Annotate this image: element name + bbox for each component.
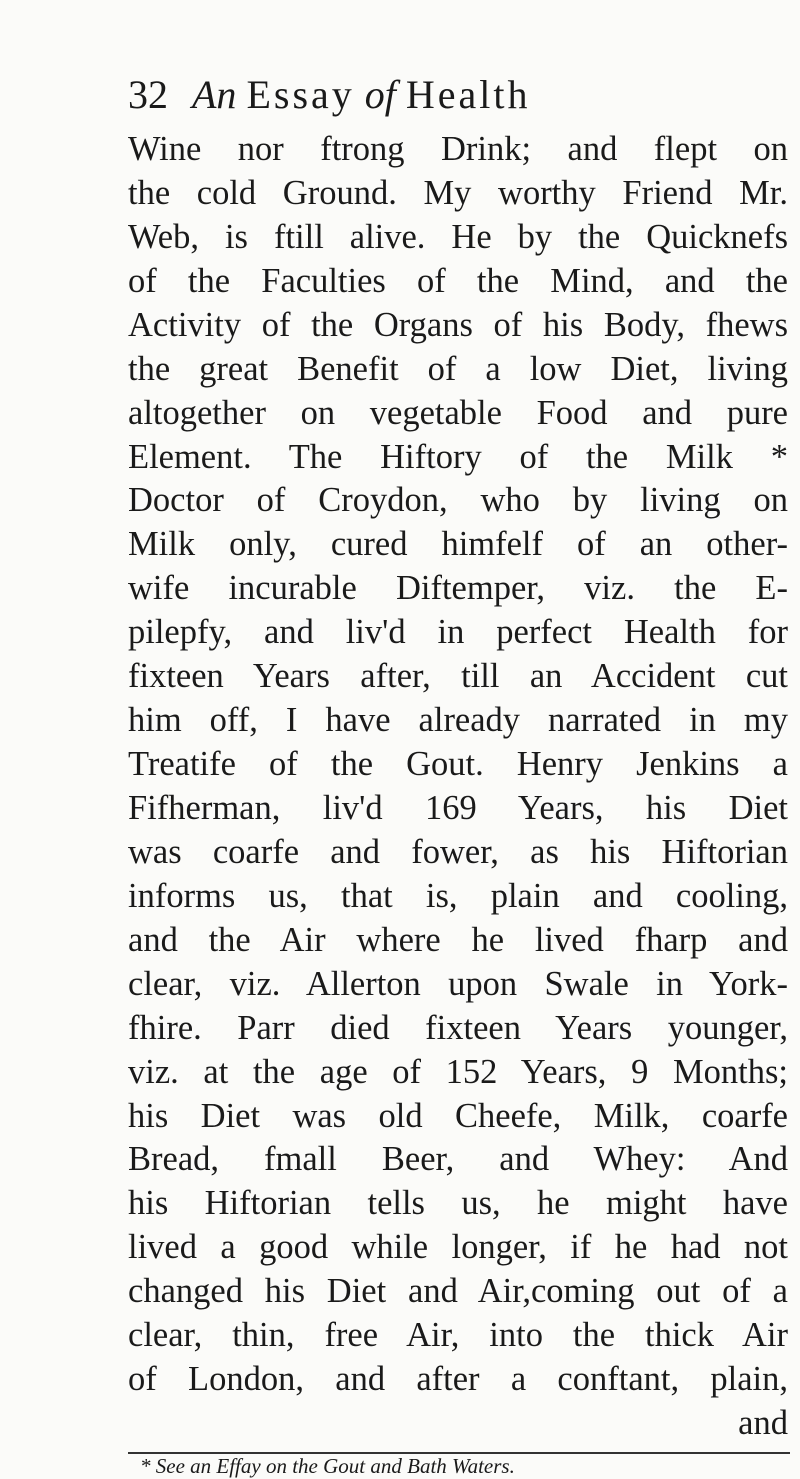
text-line: the great Benefit of a low Diet, living [128,349,788,388]
text-line: Milk only, cured himfelf of an other- [128,525,788,564]
text-line: fixteen Years after, till an Accident cut [128,657,788,696]
text-line: Element. The Hiftory of the Milk * [128,437,788,476]
text-line: was coarfe and fower, as his Hiftorian [128,832,788,871]
header-essay: Essay [246,72,355,117]
text-line: viz. at the age of 152 Years, 9 Months; [128,1052,788,1091]
text-line: fhire. Parr died fixteen Years younger, [128,1008,788,1047]
text-line: Fifherman, liv'd 169 Years, his Diet [128,789,788,827]
text-line: wife incurable Diftemper, viz. the E- [128,569,788,608]
text-line: and the Air where he lived fharp and [128,920,788,959]
text-line: Bread, fmall Beer, and Whey: And [128,1140,788,1179]
text-line: Treatife of the Gout. Henry Jenkins a [128,745,788,784]
text-line: of London, and after a conftant, plain, [128,1360,788,1399]
header-an: An [192,72,237,117]
text-line: clear, thin, free Air, into the thick Air [128,1316,788,1355]
header-health: Health [405,72,531,117]
catchword: and [738,1404,788,1443]
text-line: pilepfy, and liv'd in perfect Health for [128,613,788,652]
text-line: clear, viz. Allerton upon Swale in York- [128,964,788,1003]
text-line: lived a good while longer, if he had not [128,1228,788,1267]
text-line: Wine nor ftrong Drink; and flept on [128,130,788,168]
running-header [128,72,768,118]
page-number: 32 [128,72,168,117]
text-line: changed his Diet and Air,coming out of a [128,1272,788,1311]
text-line: altogether on vegetable Food and pure [128,393,788,432]
text-line: Web, is ftill alive. He by the Quicknefs [128,217,788,256]
text-line: the cold Ground. My worthy Friend Mr. [128,173,788,212]
header-of: of [364,72,396,117]
text-line: his Hiftorian tells us, he might have [128,1184,788,1223]
text-line: Activity of the Organs of his Body, fhews [128,305,788,344]
text-line: informs us, that is, plain and cooling, [128,876,788,915]
text-line: Doctor of Croydon, who by living on [128,481,788,520]
text-line: him off, I have already narrated in my [128,701,788,740]
footnote: * See an Effay on the Gout and Bath Waters. [140,1454,515,1478]
text-line: his Diet was old Cheefe, Milk, coarfe [128,1096,788,1135]
text-line: of the Faculties of the Mind, and the [128,261,788,300]
